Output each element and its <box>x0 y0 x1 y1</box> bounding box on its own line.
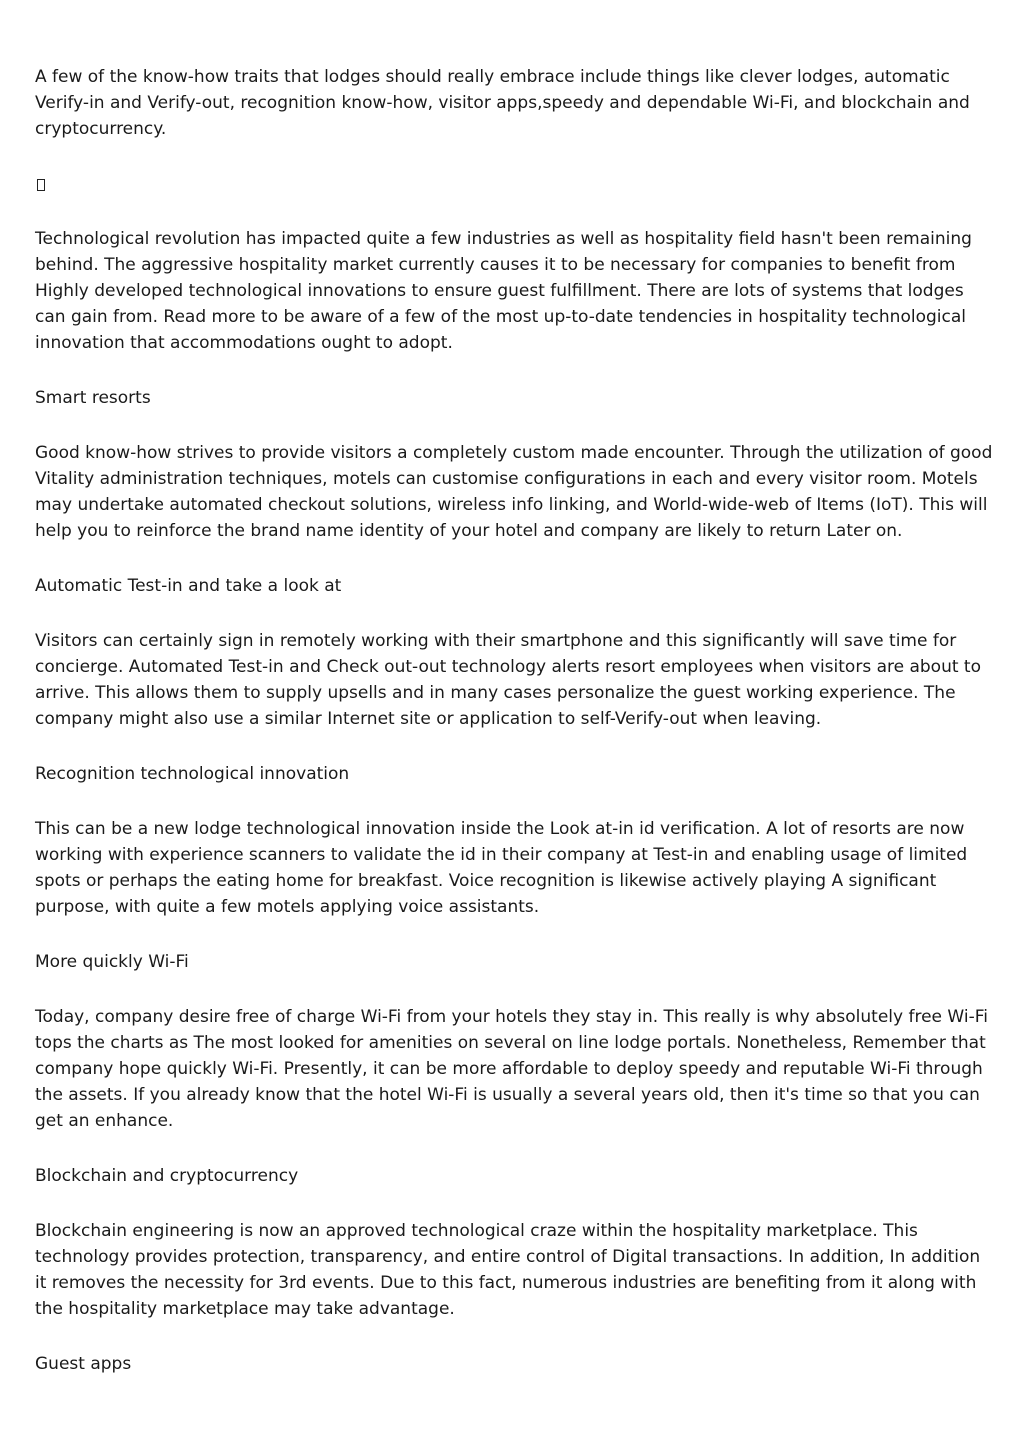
paragraph-blockchain: Blockchain engineering is now an approved technological craze within the hospitality marketplace. This technology provides protection, transparency, and entire control of Digital transactions. In addition, In addition it removes the necessity for 3rd events. Due to this fact, numerous industries are benefiting from it along with the hospitality marketplace may take advantage. <box>35 1221 981 1319</box>
paragraph-tech-revolution: Technological revolution has impacted quite a few industries as well as hospitality field hasn't been remaining behind. The aggressive hospitality market currently causes it to be necessary for companies to benefit from Highly developed technological innovations to ensure guest fulfillment. There are lots of systems that lodges can gain from. Read more to be aware of a few of the most up-to-date tendencies in hospitality technological innovation that accommodations ought to adopt. <box>35 229 972 353</box>
heading-automatic-check-in: Automatic Test-in and take a look at <box>35 576 342 596</box>
heading-faster-wifi: More quickly Wi-Fi <box>35 952 189 972</box>
intro-paragraph: A few of the know-how traits that lodges should really embrace include things like clever lodges, automatic Verify-in and Verify-out, recognition know-how, visitor apps,speedy and dependable Wi-Fi, and blockchain and cryptocurrency. <box>35 67 970 139</box>
article-body <box>35 64 995 1406</box>
heading-recognition-tech: Recognition technological innovation <box>35 764 350 784</box>
paragraph-recognition-tech: This can be a new lodge technological innovation inside the Look at-in id verification. A lot of resorts are now working with experience scanners to validate the id in their company at Test-in and enabling usage of limited spots or perhaps the eating home for breakfast. Voice recognition is likewise actively playing A significant purpose, with quite a few motels applying voice assistants. <box>35 819 968 917</box>
heading-blockchain: Blockchain and cryptocurrency <box>35 1166 299 1186</box>
paragraph-faster-wifi: Today, company desire free of charge Wi-Fi from your hotels they stay in. This really is why absolutely free Wi-Fi tops the charts as The most looked for amenities on several on line lodge portals. Nonetheless, Remember that company hope quickly Wi-Fi. Presently, it can be more affordable to deploy speedy and reputable Wi-Fi through the assets. If you already know that the hotel Wi-Fi is usually a several years old, then it's time so that you can get an enhance. <box>35 1007 988 1131</box>
heading-smart-resorts: Smart resorts <box>35 388 151 408</box>
missing-glyph-icon <box>37 179 45 191</box>
paragraph-automatic-check-in: Visitors can certainly sign in remotely working with their smartphone and this significantly will save time for concierge. Automated Test-in and Check out-out technology alerts resort employees when visitors are about to arrive. This allows them to supply upsells and in many cases personalize the guest working experience. The company might also use a similar Internet site or application to self-Verify-out when leaving. <box>35 631 981 729</box>
heading-guest-apps: Guest apps <box>35 1354 132 1374</box>
placeholder-line <box>35 171 995 197</box>
paragraph-smart-resorts: Good know-how strives to provide visitors a completely custom made encounter. Through the utilization of good Vitality administration techniques, motels can customise configurations in each and every visitor room. Motels may undertake automated checkout solutions, wireless info linking, and World-wide-web of Items (IoT). This will help you to reinforce the brand name identity of your hotel and company are likely to return Later on. <box>35 443 993 541</box>
